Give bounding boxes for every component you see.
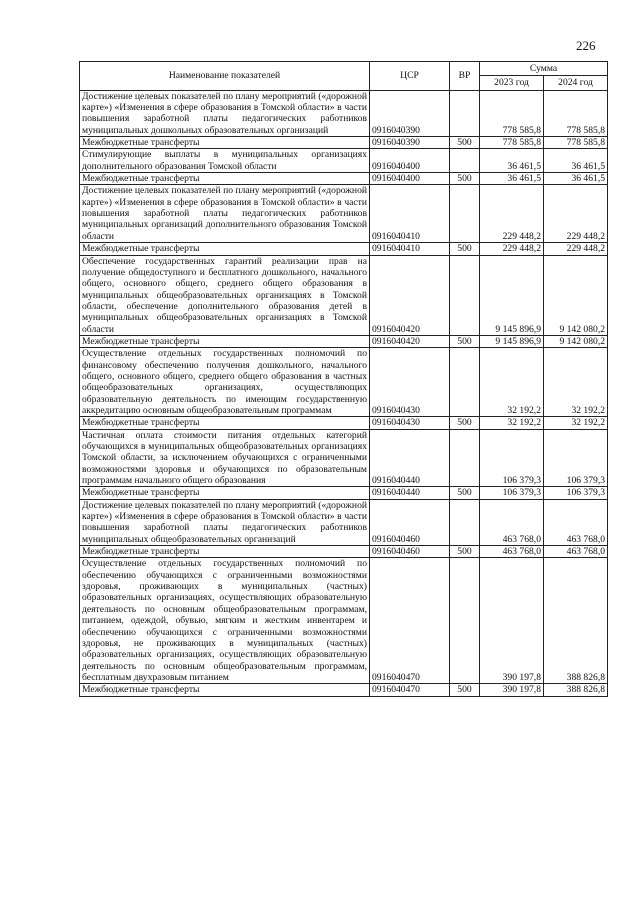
row-sum-2023: 229 448,2 [480,243,544,255]
row-name: Межбюджетные трансферты [80,684,370,696]
table-row-transfer [80,487,608,499]
row-sum-2024: 463 768,0 [544,499,608,545]
row-csr: 0916040440 [370,429,450,487]
table-row-transfer [80,335,608,347]
row-name: Частичная оплата стоимости питания отдельных категорий обучающихся в муниципальных общеобразовательных организациях Томской области, за исключением обучающихся с ограниченными возможностями здоровья и обучающихся по образовательным программам начального общего образования [80,429,370,487]
row-vr [450,348,480,417]
row-vr: 500 [450,173,480,185]
table-row [80,90,608,136]
row-sum-2024: 32 192,2 [544,348,608,417]
row-sum-2024: 9 142 080,2 [544,255,608,335]
table-header [80,62,608,91]
row-vr: 500 [450,243,480,255]
table-row [80,348,608,417]
row-csr: 0916040470 [370,684,450,696]
row-sum-2024: 106 379,3 [544,487,608,499]
table-row [80,499,608,545]
row-vr [450,185,480,243]
row-csr: 0916040420 [370,255,450,335]
row-csr: 0916040410 [370,185,450,243]
row-sum-2023: 9 145 896,9 [480,255,544,335]
row-csr: 0916040390 [370,137,450,149]
row-csr: 0916040390 [370,90,450,136]
row-sum-2023: 106 379,3 [480,487,544,499]
row-sum-2023: 32 192,2 [480,348,544,417]
row-csr: 0916040410 [370,243,450,255]
row-sum-2024: 229 448,2 [544,243,608,255]
row-sum-2023: 229 448,2 [480,185,544,243]
row-sum-2024: 106 379,3 [544,429,608,487]
row-sum-2024: 229 448,2 [544,185,608,243]
budget-table [79,61,608,697]
row-csr: 0916040400 [370,149,450,173]
row-sum-2024: 388 826,8 [544,684,608,696]
header-year-2023: 2023 год [480,76,544,90]
row-sum-2024: 388 826,8 [544,558,608,684]
row-vr [450,558,480,684]
header-csr: ЦСР [370,62,450,91]
row-vr [450,90,480,136]
row-vr: 500 [450,417,480,429]
table-row-transfer [80,546,608,558]
row-sum-2024: 32 192,2 [544,417,608,429]
row-sum-2023: 9 145 896,9 [480,335,544,347]
table-row-transfer [80,417,608,429]
row-name: Осуществление отдельных государственных полномочий по финансовому обеспечению получения дошкольного, начального общего, основного общего, среднего общего образования в частных общеобразовательных организациях, осуществляющих образовательную деятельность по имеющим государственную аккредитацию основным общеобразовательным программам [80,348,370,417]
row-name: Достижение целевых показателей по плану мероприятий («дорожной карте») «Изменения в сфере образования в Томской области» в части повышения заработной платы педагогических работников муниципальных дошкольных образовательных организаций [80,90,370,136]
header-year-2024: 2024 год [544,76,608,90]
page-number: 226 [576,38,596,53]
row-name: Межбюджетные трансферты [80,487,370,499]
row-name: Стимулирующие выплаты в муниципальных организациях дополнительного образования Томской области [80,149,370,173]
row-vr: 500 [450,137,480,149]
row-sum-2023: 463 768,0 [480,499,544,545]
row-vr [450,255,480,335]
row-sum-2024: 36 461,5 [544,149,608,173]
row-name: Межбюджетные трансферты [80,173,370,185]
row-name: Межбюджетные трансферты [80,137,370,149]
row-name: Межбюджетные трансферты [80,335,370,347]
row-csr: 0916040430 [370,348,450,417]
table-row-transfer [80,173,608,185]
row-name: Достижение целевых показателей по плану мероприятий («дорожной карте») «Изменения в сфере образования в Томской области» в части повышения заработной платы педагогических работников муниципальных организаций дополнительного образования Томской области [80,185,370,243]
row-csr: 0916040420 [370,335,450,347]
header-sum: Сумма [480,62,608,76]
table-row [80,255,608,335]
header-vr: ВР [450,62,480,91]
row-sum-2023: 778 585,8 [480,90,544,136]
row-sum-2024: 778 585,8 [544,137,608,149]
table-row [80,149,608,173]
row-name: Межбюджетные трансферты [80,546,370,558]
row-csr: 0916040460 [370,499,450,545]
row-csr: 0916040460 [370,546,450,558]
row-name: Осуществление отдельных государственных полномочий по обеспечению обучающихся с ограниченными возможностями здоровья, проживающих в муниципальных (частных) образовательных организациях, осуществляющих образовательную деятельность по основным общеобразовательным программам, питанием, одеждой, обувью, мягким и жестким инвентарем и обеспечению обучающихся с ограниченными возможностями здоровья, не проживающих в муниципальных (частных) образовательных организациях, осуществляющих образовательную деятельность по основным общеобразовательным программам, бесплатным двухразовым питанием [80,558,370,684]
row-sum-2024: 463 768,0 [544,546,608,558]
row-vr [450,149,480,173]
row-sum-2023: 390 197,8 [480,558,544,684]
row-sum-2024: 778 585,8 [544,90,608,136]
row-sum-2023: 36 461,5 [480,149,544,173]
row-vr [450,429,480,487]
table-row [80,558,608,684]
table-row-transfer [80,243,608,255]
table-row [80,429,608,487]
row-csr: 0916040400 [370,173,450,185]
table-row-transfer [80,137,608,149]
row-vr: 500 [450,546,480,558]
row-vr: 500 [450,487,480,499]
row-sum-2023: 390 197,8 [480,684,544,696]
row-name: Межбюджетные трансферты [80,417,370,429]
row-csr: 0916040440 [370,487,450,499]
row-sum-2023: 463 768,0 [480,546,544,558]
table-body [80,90,608,696]
row-name: Достижение целевых показателей по плану мероприятий («дорожной карте») «Изменения в сфере образования в Томской области» в части повышения заработной платы педагогических работников муниципальных общеобразовательных организаций [80,499,370,545]
row-sum-2023: 778 585,8 [480,137,544,149]
row-vr: 500 [450,335,480,347]
row-sum-2023: 36 461,5 [480,173,544,185]
header-name: Наименование показателей [80,62,370,91]
row-vr [450,499,480,545]
row-sum-2023: 106 379,3 [480,429,544,487]
row-sum-2024: 36 461,5 [544,173,608,185]
row-csr: 0916040470 [370,558,450,684]
row-sum-2023: 32 192,2 [480,417,544,429]
row-name: Обеспечение государственных гарантий реализации прав на получение общедоступного и бесплатного дошкольного, начального общего, основного общего, среднего общего образования в муниципальных общеобразовательных организациях в Томской области, обеспечение дополнительного образования детей в муниципальных общеобразовательных организациях в Томской области [80,255,370,335]
row-vr: 500 [450,684,480,696]
table-row [80,185,608,243]
row-name: Межбюджетные трансферты [80,243,370,255]
row-sum-2024: 9 142 080,2 [544,335,608,347]
table-row-transfer [80,684,608,696]
row-csr: 0916040430 [370,417,450,429]
